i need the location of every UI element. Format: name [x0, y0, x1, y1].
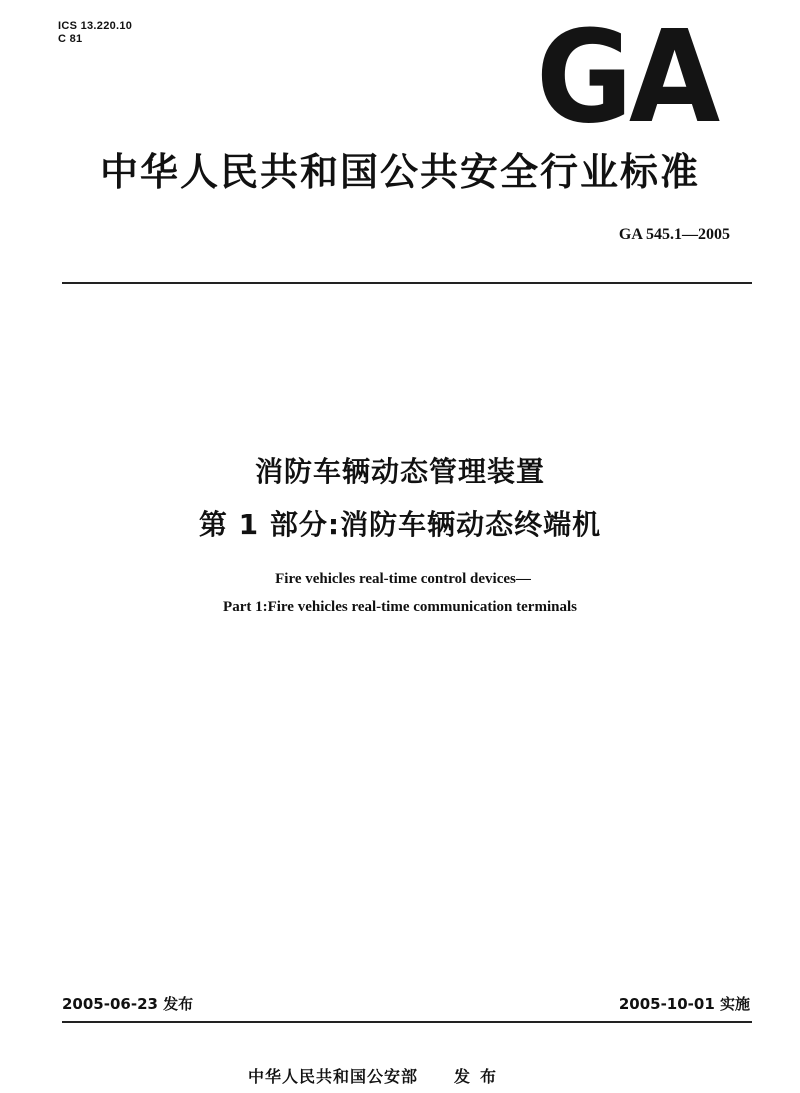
- ics-code: ICS 13.220.10: [58, 20, 133, 32]
- publish-label: 发布: [454, 1067, 507, 1086]
- english-title-line-2: Part 1:Fire vehicles real-time communication terminals: [223, 599, 577, 615]
- english-title-line-1: Fire vehicles real-time control devices—: [275, 571, 531, 587]
- bottom-divider: [62, 1021, 752, 1023]
- classification-codes: [58, 20, 132, 46]
- ga-logo-text: GA: [536, 2, 717, 152]
- top-divider: [62, 282, 752, 284]
- publisher-line: [248, 1064, 506, 1087]
- publisher-name: 中华人民共和国公安部: [248, 1067, 419, 1086]
- chinese-title-line-1: 消防车辆动态管理装置: [254, 455, 545, 488]
- standard-number: GA 545.1—2005: [618, 226, 730, 243]
- issue-date: 2005-06-23 发布: [62, 995, 194, 1013]
- ga-logo: [536, 2, 717, 152]
- ccs-code: C 81: [58, 33, 83, 45]
- standard-category-title: 中华人民共和国公共安全行业标准: [99, 150, 700, 194]
- chinese-title-line-2: 第 1 部分:消防车辆动态终端机: [198, 508, 602, 541]
- implementation-date: 2005-10-01 实施: [618, 995, 750, 1013]
